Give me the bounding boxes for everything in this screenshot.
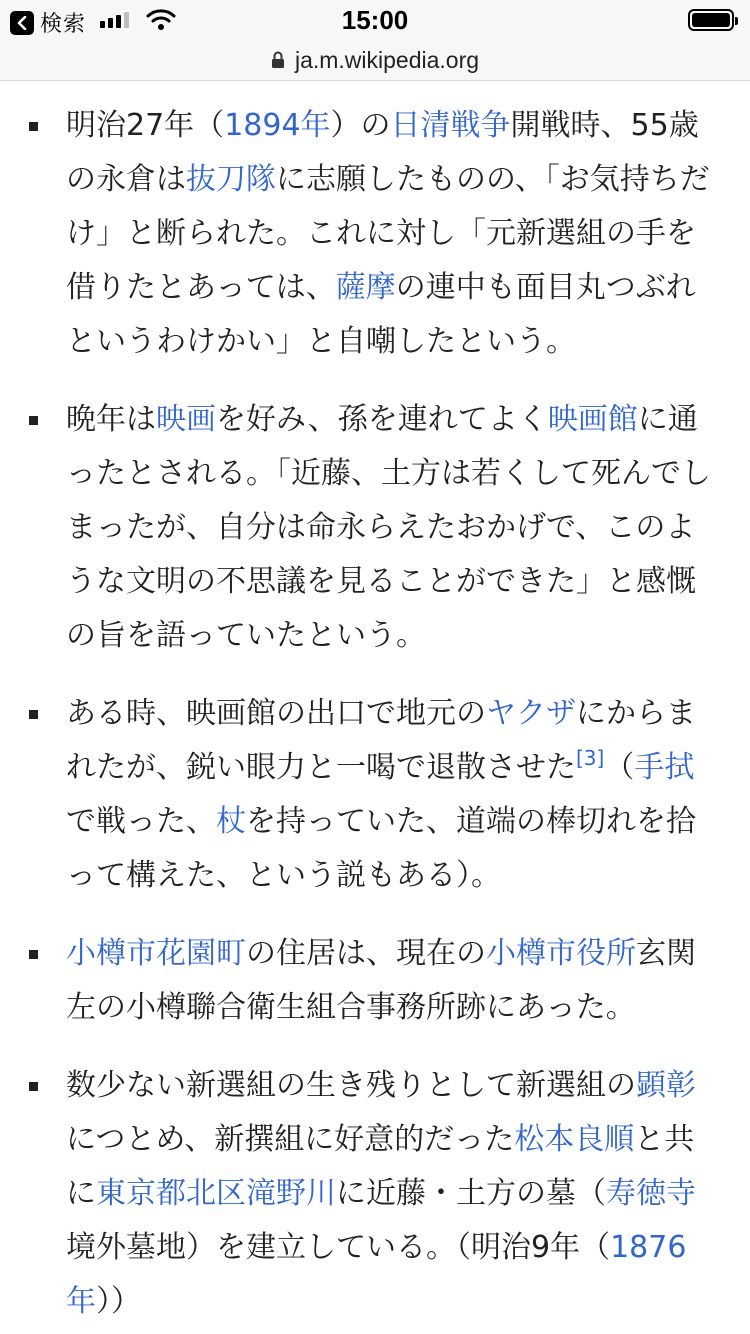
text-segment: に近藤・土方の墓（ [336, 1176, 606, 1211]
article-link[interactable]: 松本良順 [514, 1122, 635, 1157]
battery-icon [688, 9, 734, 31]
text-segment: ）） [96, 1284, 141, 1319]
article-link[interactable]: 東京都北区滝野川 [96, 1176, 336, 1211]
text-segment: 晩年は [66, 402, 156, 437]
reference-link[interactable]: [3] [576, 746, 605, 770]
list-item [66, 81, 716, 369]
text-segment: 開戦時、55歳の永倉は [66, 108, 699, 197]
text-segment: （ [604, 750, 635, 785]
article-link[interactable]: 日清戦争 [390, 108, 511, 143]
article-link[interactable]: ヤクザ [486, 696, 576, 731]
text-segment: につとめ、新撰組に好意的だった [66, 1122, 515, 1157]
text-segment: にからまれたが、鋭い眼力と一喝で退散させた [66, 696, 696, 785]
bullet-list [0, 81, 716, 1329]
bullet-marker [29, 710, 38, 719]
text-segment: 明治27年（ [66, 108, 225, 143]
text-segment: ある時、映画館の出口で地元の [66, 696, 486, 731]
article-link[interactable]: 手拭 [634, 750, 695, 785]
article-link[interactable]: 寿徳寺 [606, 1176, 696, 1211]
bullet-marker [29, 122, 38, 131]
text-segment: で戦った、 [66, 804, 216, 839]
bullet-marker [29, 950, 38, 959]
text-segment: ）の [330, 108, 391, 143]
back-label: 検索 [40, 11, 87, 36]
article-link[interactable]: 映画 [156, 402, 216, 437]
list-item [66, 687, 716, 903]
text-segment: 数少ない新選組の生き残りとして新選組の [66, 1068, 636, 1103]
address-bar[interactable] [0, 40, 750, 81]
article-link[interactable]: 杖 [216, 804, 246, 839]
article-link[interactable]: 小樽市役所 [486, 936, 636, 971]
article-link[interactable]: 抜刀隊 [186, 162, 276, 197]
text-segment: を好み、孫を連れてよく [216, 402, 548, 437]
article-link[interactable]: 薩摩 [335, 270, 396, 305]
text-segment: の住居は、現在の [246, 936, 486, 971]
text-segment: の連中も面目丸つぶれというわけかい」と自嘲したという。 [66, 270, 696, 359]
clock: 15:00 [341, 5, 409, 35]
list-item [66, 927, 716, 1035]
url-text: ja.m.wikipedia.org [294, 46, 480, 73]
lock-icon [271, 51, 285, 69]
text-segment: 玄関左の小樽聯合衛生組合事務所跡にあった。 [66, 936, 696, 1025]
text-segment: と共に [66, 1122, 695, 1211]
text-segment: を持っていた、道端の棒切れを拾って構えた、という説もある）。 [66, 804, 696, 893]
article-link[interactable]: 顕彰 [636, 1068, 696, 1103]
article-link[interactable]: 1894年 [224, 108, 331, 143]
article-link[interactable]: 1876年 [66, 1230, 687, 1319]
list-item [66, 393, 716, 663]
text-segment: に通ったとされる。「近藤、土方は若くして死んでしまったが、自分は命永らえたおかげで、このような文明の不思議を見ることができた」と感慨の旨を語っていたという。 [66, 402, 711, 653]
text-segment: 境外墓地）を建立している。（明治9年（ [66, 1230, 611, 1265]
article-content [0, 81, 750, 1334]
status-bar [0, 0, 750, 40]
article-link[interactable]: 小樽市花園町 [66, 936, 246, 971]
text-segment: に志願したものの、「お気持ちだけ」と断られた。これに対し「元新選組の手を借りたとあっては、 [66, 162, 710, 305]
article-link[interactable]: 映画館 [547, 402, 638, 437]
list-item [66, 1059, 716, 1329]
bullet-marker [29, 1082, 38, 1091]
bullet-marker [29, 416, 38, 425]
